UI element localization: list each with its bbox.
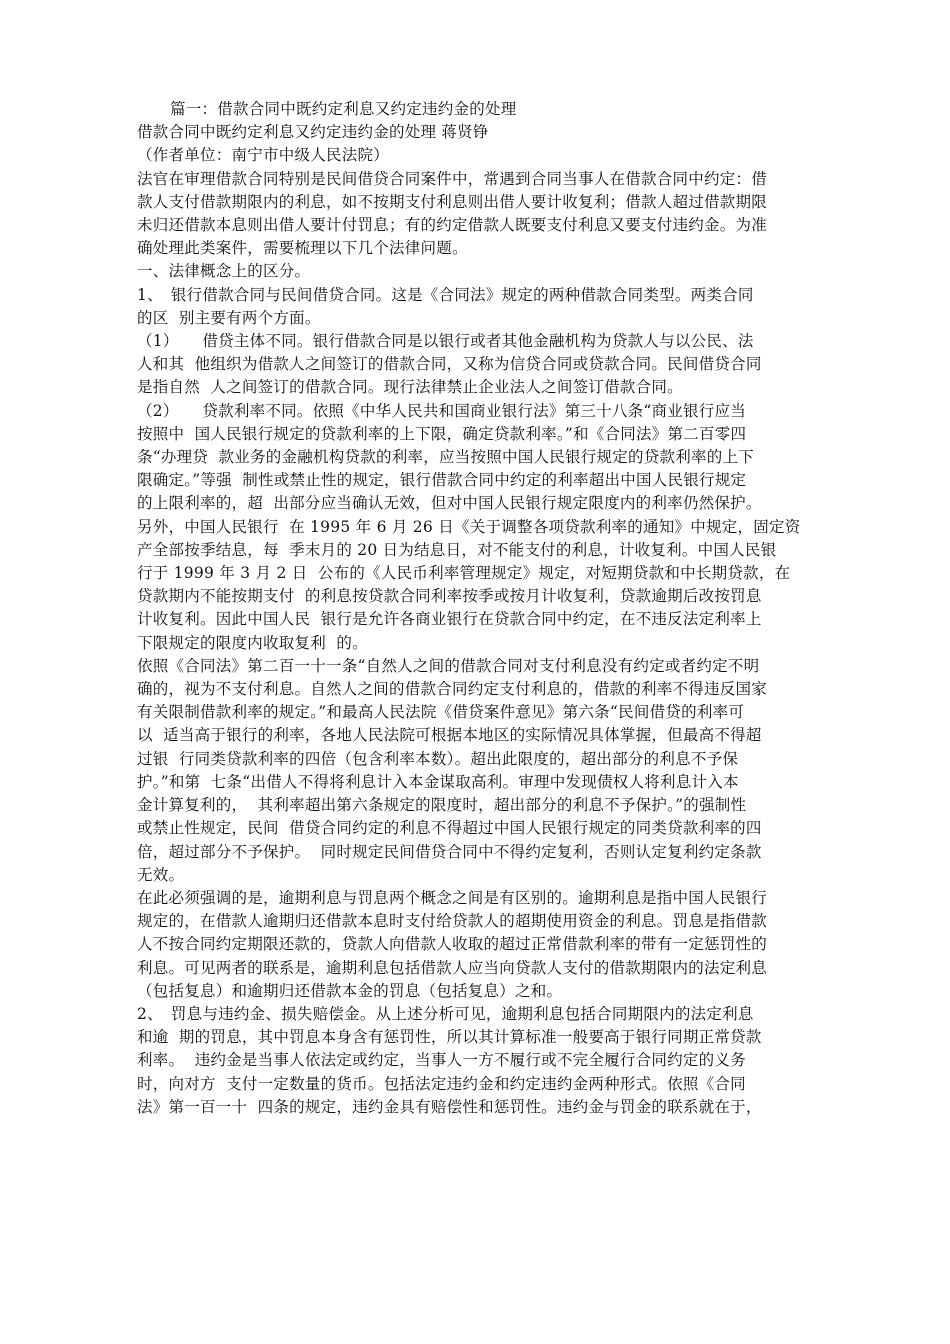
text-line: 以 适当高于银行的利率，各地人民法院可根据本地区的实际情况具体掌握，但最高不得超 <box>137 726 762 745</box>
text-line: 贷款期内不能按期支付 的利息按贷款合同利率按季或按月计收复利，贷款逾期后改按罚息 <box>137 587 762 606</box>
text-line: 2、 罚息与违约金、损失赔偿金。从上述分析可见，逾期利息包括合同期限内的法定利息 <box>137 1004 754 1023</box>
text-line: 或禁止性规定，民间 借贷合同约定的利息不得超过中国人民银行规定的同类贷款利率的四 <box>137 819 762 838</box>
article-heading: 借款合同中既约定利息又约定违约金的处理 蒋贤铮 <box>137 123 489 142</box>
text-line: （1） 借贷主体不同。银行借款合同是以银行或者其他金融机构为贷款人与以公民、法 <box>137 332 754 351</box>
document-title: 篇一：借款合同中既约定利息又约定违约金的处理 <box>170 100 517 118</box>
text-line: 限确定。”等强 制性或禁止性的规定，银行借款合同中约定的利率超出中国人民银行规定 <box>137 471 747 490</box>
text-line: 行于 1999 年 3 月 2 日 公布的《人民币利率管理规定》规定，对短期贷款和中长期贷款，在 <box>137 564 791 583</box>
document-body <box>137 98 817 1119</box>
text-line: 规定的，在借款人逾期归还借款本息时支付给贷款人的超期使用资金的利息。罚息是指借款 <box>137 912 768 931</box>
text-line: 法官在审理借款合同特别是民间借贷合同案件中，常遇到合同当事人在借款合同中约定：借 <box>137 169 768 188</box>
text-line: 确的，视为不支付利息。自然人之间的借款合同约定支付利息的，借款的利率不得违反国家 <box>137 680 768 699</box>
text-line: 1、 银行借款合同与民间借贷合同。这是《合同法》规定的两种借款合同类型。两类合同 <box>137 285 754 304</box>
text-line: 过银 行同类贷款利率的四倍（包含利率本数）。超出此限度的，超出部分的利息不予保 <box>137 749 739 768</box>
text-line: 利率。 违约金是当事人依法定或约定，当事人一方不履行或不完全履行合同约定的义务 <box>137 1051 746 1070</box>
text-line: 是指自然 人之间签订的借款合同。现行法律禁止企业法人之间签订借款合同。 <box>137 378 683 397</box>
text-line: 另外，中国人民银行 在 1995 年 6 月 26 日《关于调整各项贷款利率的通知》中规定，固定资 <box>137 517 801 536</box>
author-affiliation: （作者单位：南宁市中级人民法院） <box>137 146 390 165</box>
text-line: 时，向对方 支付一定数量的货币。包括法定违约金和约定违约金两种形式。依照《合同 <box>137 1074 746 1093</box>
text-line: 下限规定的限度内收取复利 的。 <box>137 633 368 652</box>
text-line: 的上限利率的，超 出部分应当确认无效，但对中国人民银行规定限度内的利率仍然保护。 <box>137 494 762 513</box>
text-line: 产全部按季结息，每 季末月的 20 日为结息日，对不能支付的利息，计收复利。中国人民银 <box>137 540 777 559</box>
text-line: （2） 贷款利率不同。依照《中华人民共和国商业银行法》第三十八条“商业银行应当 <box>137 401 747 420</box>
text-line: 人和其 他组织为借款人之间签订的借款合同，又称为信贷合同或贷款合同。民间借贷合同 <box>137 355 762 374</box>
text-line: 人不按合同约定期限还款的，贷款人向借款人收取的超过正常借款利率的带有一定惩罚性的 <box>137 935 768 954</box>
text-line: 在此必须强调的是，逾期利息与罚息两个概念之间是有区别的。逾期利息是指中国人民银行 <box>137 888 768 907</box>
text-line: 依照《合同法》第二百一十一条“自然人之间的借款合同对支付利息没有约定或者约定不明 <box>137 656 760 675</box>
section-heading: 一、法律概念上的区分。 <box>137 262 311 281</box>
text-line: （包括复息）和逾期归还借款本金的罚息（包括复息）之和。 <box>137 981 563 1000</box>
text-line: 的区 别主要有两个方面。 <box>137 308 321 327</box>
text-line: 计收复利。因此中国人民 银行是允许各商业银行在贷款合同中约定，在不违反法定利率上 <box>137 610 762 629</box>
text-line: 有关限制借款利率的规定。”和最高人民法院《借贷案件意见》第六条“民间借贷的利率可 <box>137 703 745 722</box>
text-line: 款人支付借款期限内的利息，如不按期支付利息则出借人要计收复利；借款人超过借款期限 <box>137 192 768 211</box>
text-line: 条“办理贷 款业务的金融机构贷款的利率，应当按照中国人民银行规定的贷款利率的上下 <box>137 448 755 467</box>
text-line: 未归还借款本息则出借人要计付罚息；有的约定借款人既要支付利息又要支付违约金。为准 <box>137 216 768 235</box>
text-line: 确处理此类案件，需要梳理以下几个法律问题。 <box>137 239 468 258</box>
text-line: 金计算复利的， 其利率超出第六条规定的限度时，超出部分的利息不予保护。”的强制性 <box>137 796 747 815</box>
text-line: 按照中 国人民银行规定的贷款利率的上下限，确定贷款利率。”和《合同法》第二百零四 <box>137 424 747 443</box>
text-line: 护。”和第 七条“出借人不得将利息计入本金谋取高利。审理中发现债权人将利息计入本 <box>137 772 739 791</box>
text-line: 无效。 <box>137 865 185 884</box>
text-line: 法》第一百一十 四条的规定，违约金具有赔偿性和惩罚性。违约金与罚金的联系就在于， <box>137 1097 762 1116</box>
text-line: 利息。可见两者的联系是，逾期利息包括借款人应当向贷款人支付的借款期限内的法定利息 <box>137 958 768 977</box>
text-line: 倍，超过部分不予保护。 同时规定民间借贷合同中不得约定复利，否则认定复利约定条款 <box>137 842 762 861</box>
text-line: 和逾 期的罚息，其中罚息本身含有惩罚性，所以其计算标准一般要高于银行同期正常贷款 <box>137 1028 762 1047</box>
